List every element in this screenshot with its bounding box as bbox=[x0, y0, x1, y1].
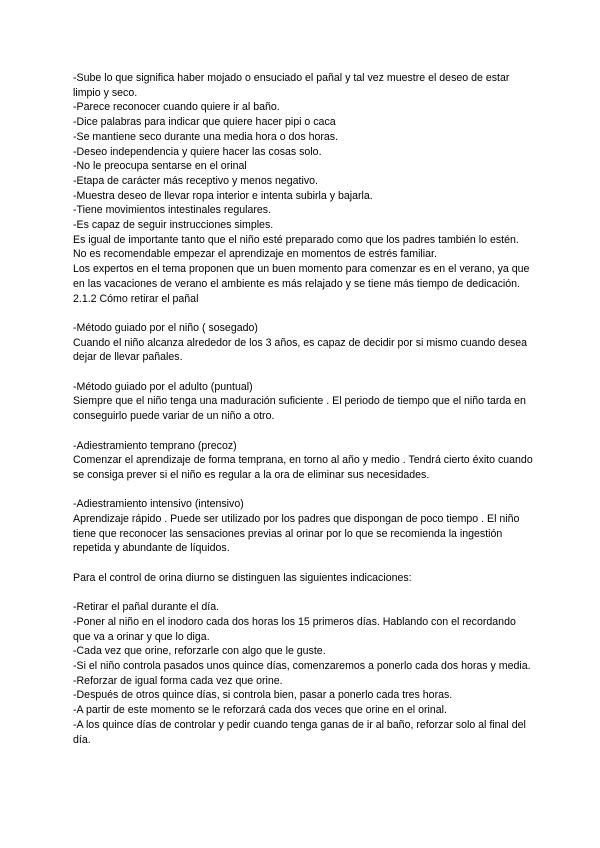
paragraph: -Muestra deseo de llevar ropa interior e intenta subirla y bajarla. bbox=[73, 189, 373, 202]
list-item: -A partir de este momento se le reforzará cada dos veces que orine en el orinal. bbox=[73, 704, 447, 717]
section-heading: 2.1.2 Cómo retirar el pañal bbox=[73, 292, 199, 305]
method-text: Comenzar el aprendizaje de forma temprana, en torno al año y medio . Tendrá cierto éxito cuando se consiga prever si el niño es regular a la ora de eliminar sus necesidades. bbox=[73, 454, 533, 481]
paragraph: -Es capaz de seguir instrucciones simples. bbox=[73, 219, 274, 232]
paragraph: Es igual de importante tanto que el niño esté preparado como que los padres también lo estén. No es recomendable empezar el aprendizaje en momentos de estrés familiar. bbox=[73, 233, 519, 261]
list-item: -Retirar el pañal durante el día. bbox=[73, 601, 220, 614]
list-item: -Después de otros quince días, si controla bien, pasar a ponerlo cada tres horas. bbox=[73, 689, 453, 702]
control-intro: Para el control de orina diurno se distinguen las siguientes indicaciones: bbox=[73, 571, 412, 584]
paragraph: -Etapa de carácter más receptivo y menos negativo. bbox=[73, 174, 318, 187]
paragraph: -Sube lo que significa haber mojado o ensuciado el pañal y tal vez muestre el deseo de estar limpio y seco. bbox=[73, 72, 510, 99]
paragraph: -Deseo independencia y quiere hacer las cosas solo. bbox=[73, 145, 322, 158]
list-item: -A los quince días de controlar y pedir cuando tenga ganas de ir al baño, reforzar solo al final del día. bbox=[73, 718, 526, 746]
paragraph: -Tiene movimientos intestinales regulares. bbox=[73, 204, 272, 217]
method-text: Cuando el niño alcanza alrededor de los 3 años, es capaz de decidir por si mismo cuando desea dejar de llevar pañales. bbox=[73, 336, 528, 364]
list-item: -Poner al niño en el inodoro cada dos horas los 15 primeros días. Hablando con el recordando que va a orinar y que lo diga. bbox=[73, 615, 516, 643]
list-item: -Si el niño controla pasados unos quince días, comenzaremos a ponerlo cada dos horas y media. bbox=[73, 660, 531, 673]
paragraph: Los expertos en el tema proponen que un buen momento para comenzar es en el verano, ya que en las vacaciones de verano el ambiente es más relajado y se tiene más tiempo de dedicación. bbox=[73, 263, 530, 290]
paragraph: -Parece reconocer cuando quiere ir al baño. bbox=[73, 101, 280, 114]
paragraph: -No le preocupa sentarse en el orinal bbox=[73, 160, 247, 173]
list-item: -Cada vez que orine, reforzarle con algo que le guste. bbox=[73, 645, 326, 658]
document-body bbox=[73, 71, 533, 747]
method-title: -Método guiado por el niño ( sosegado) bbox=[73, 321, 258, 334]
method-text: Aprendizaje rápido . Puede ser utilizado por los padres que dispongan de poco tiempo . El niño tiene que reconocer las sensaciones previas al orinar por lo que se recomienda la ingestión repetida y abundante de líquidos. bbox=[73, 513, 520, 555]
method-title: -Adiestramiento temprano (precoz) bbox=[73, 439, 237, 452]
list-item: -Reforzar de igual forma cada vez que orine. bbox=[73, 674, 283, 687]
method-title: -Adiestramiento intensivo (intensivo) bbox=[73, 498, 244, 511]
paragraph: -Dice palabras para indicar que quiere hacer pipi o caca bbox=[73, 116, 336, 129]
paragraph: -Se mantiene seco durante una media hora o dos horas. bbox=[73, 130, 339, 143]
method-text: Siempre que el niño tenga una maduración suficiente . El periodo de tiempo que el niño tarda en conseguirlo puede variar de un niño a otro. bbox=[73, 395, 526, 423]
method-title: -Método guiado por el adulto (puntual) bbox=[73, 380, 253, 393]
